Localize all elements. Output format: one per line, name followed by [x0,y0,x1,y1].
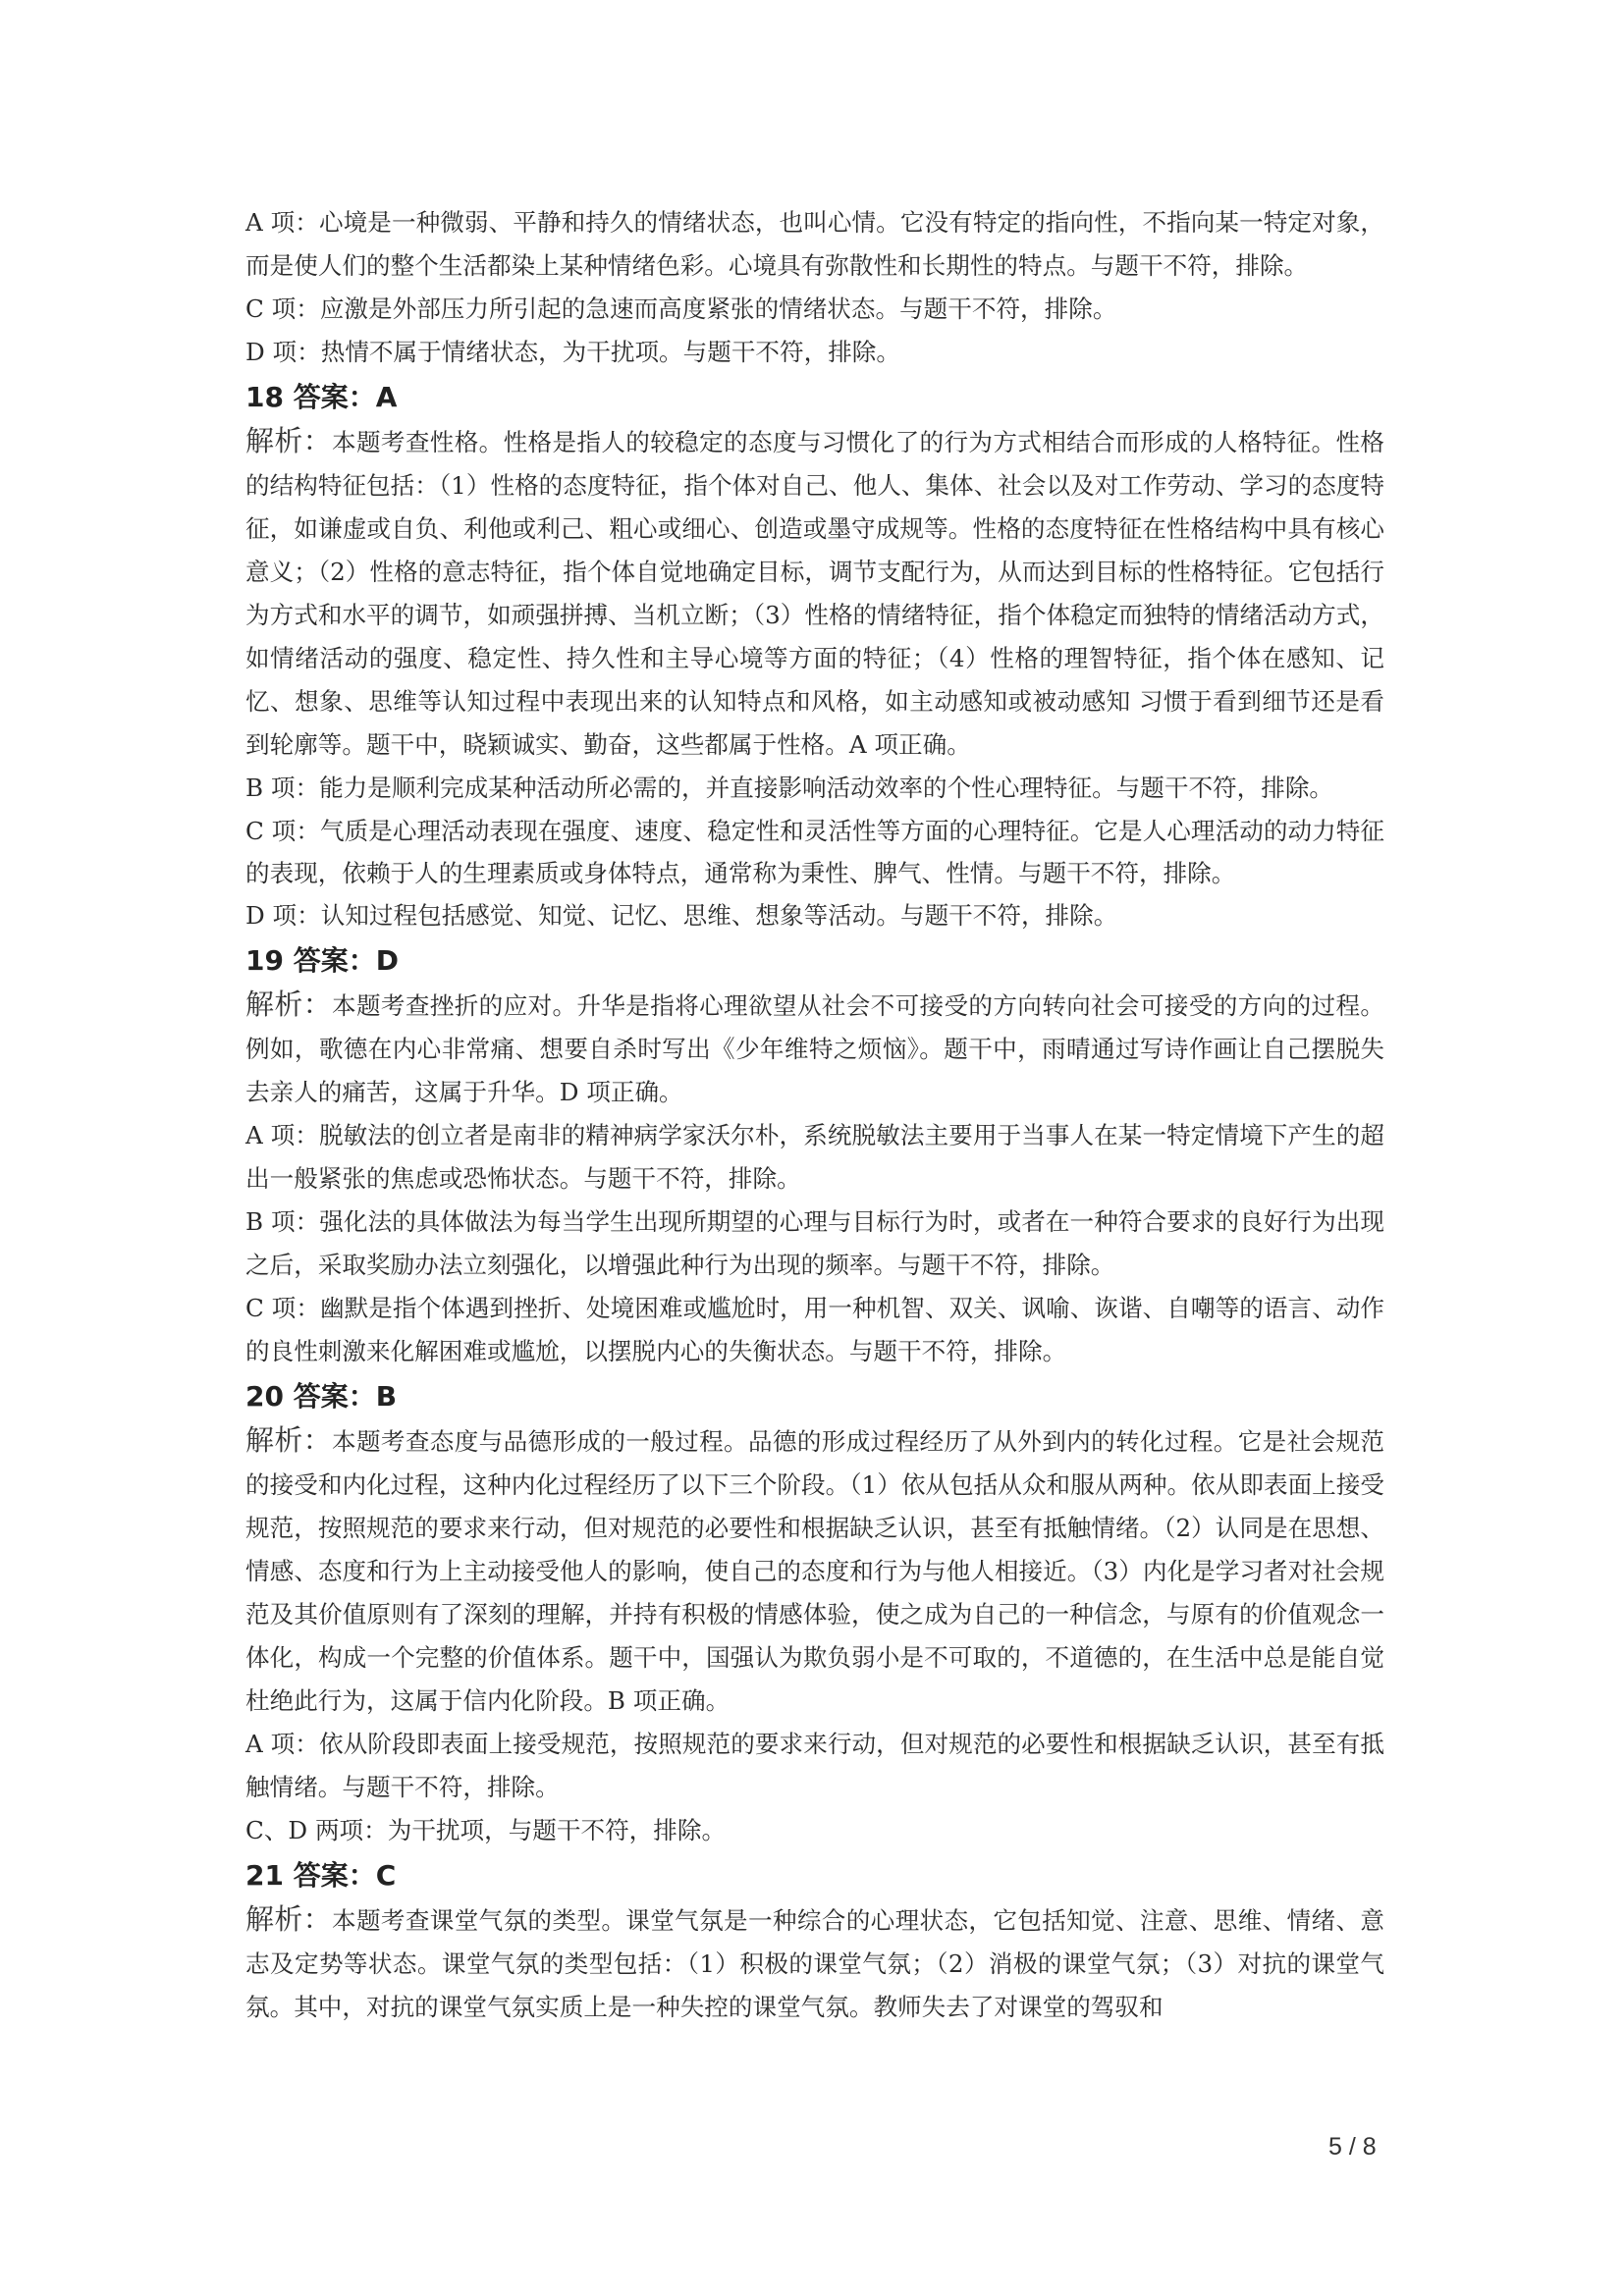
paragraph: C、D 两项：为干扰项，与题干不符，排除。 [245,1816,727,1844]
analysis-label: 解析： [245,424,333,457]
analysis-text: 本题考查课堂气氛的类型。课堂气氛是一种综合的心理状态，它包括知觉、注意、思维、情绪、意志及定势等状态。课堂气氛的类型包括：（1）积极的课堂气氛；（2）消极的课堂气氛；（3）对抗的课堂气氛。其中，对抗的课堂气氛实质上是一种失控的课堂气氛。教师失去了对课堂的驾驭和 [245,1906,1384,2021]
document-page [245,201,1384,2029]
answer-heading: 19 答案：D [245,944,399,977]
analysis-text: 本题考查态度与品德形成的一般过程。品德的形成过程经历了从外到内的转化过程。它是社会规范的接受和内化过程，这种内化过程经历了以下三个阶段。（1）依从包括从众和服从两种。依从即表面上接受规范，按照规范的要求来行动，但对规范的必要性和根据缺乏认识，甚至有抵触情绪。（2）认同是在思想、情感、态度和行为上主动接受他人的影响，使自己的态度和行为与他人相接近。（3）内化是学习者对社会规范及其价值原则有了深刻的理解，并持有积极的情感体验，使之成为自己的一种信念，与原有的价值观念一体化，构成一个完整的价值体系。题干中，国强认为欺负弱小是不可取的，不道德的，在生活中总是能自觉杜绝此行为，这属于信内化阶段。B 项正确。 [245,1427,1384,1715]
paragraph: C 项：应激是外部压力所引起的急速而高度紧张的情绪状态。与题干不符，排除。 [245,294,1117,323]
paragraph: A 项：脱敏法的创立者是南非的精神病学家沃尔朴，系统脱敏法主要用于当事人在某一特定情境下产生的超出一般紧张的焦虑或恐怖状态。与题干不符，排除。 [245,1121,1384,1193]
analysis-label: 解析： [245,1423,333,1457]
page-number: 5 / 8 [1328,2133,1377,2161]
answer-heading: 18 答案：A [245,381,398,413]
analysis-paragraph [245,983,1384,1114]
analysis-paragraph [245,1418,1384,1723]
analysis-text: 本题考查性格。性格是指人的较稳定的态度与习惯化了的行为方式相结合而形成的人格特征。性格的结构特征包括：（1）性格的态度特征，指个体对自己、他人、集体、社会以及对工作劳动、学习的态度特征，如谦虚或自负、利他或利己、粗心或细心、创造或墨守成规等。性格的态度特征在性格结构中具有核心意义；（2）性格的意志特征，指个体自觉地确定目标，调节支配行为，从而达到目标的性格特征。它包括行为方式和水平的调节，如顽强拼搏、当机立断；（3）性格的情绪特征，指个体稳定而独特的情绪活动方式，如情绪活动的强度、稳定性、持久性和主导心境等方面的特征；（4）性格的理智特征，指个体在感知、记忆、想象、思维等认知过程中表现出来的认知特点和风格，如主动感知或被动感知 习惯于看到细节还是看到轮廓等。题干中，晓颖诚实、勤奋，这些都属于性格。A 项正确。 [245,428,1384,759]
answer-heading: 21 答案：C [245,1859,397,1892]
analysis-text: 本题考查挫折的应对。升华是指将心理欲望从社会不可接受的方向转向社会可接受的方向的过程。例如，歌德在内心非常痛、想要自杀时写出《少年维特之烦恼》。题干中，雨晴通过写诗作画让自己摆脱失去亲人的痛苦，这属于升华。D 项正确。 [245,991,1384,1106]
paragraph: B 项：强化法的具体做法为每当学生出现所期望的心理与目标行为时，或者在一种符合要求的良好行为出现之后，采取奖励办法立刻强化，以增强此种行为出现的频率。与题干不符，排除。 [245,1207,1384,1279]
paragraph: D 项：认知过程包括感觉、知觉、记忆、思维、想象等活动。与题干不符，排除。 [245,901,1118,930]
answer-heading: 20 答案：B [245,1380,398,1413]
analysis-label: 解析： [245,988,333,1021]
paragraph: A 项：依从阶段即表面上接受规范，按照规范的要求来行动，但对规范的必要性和根据缺乏认识，甚至有抵触情绪。与题干不符，排除。 [245,1730,1384,1801]
analysis-paragraph [245,419,1384,767]
paragraph: C 项：气质是心理活动表现在强度、速度、稳定性和灵活性等方面的心理特征。它是人心理活动的动力特征的表现，依赖于人的生理素质或身体特点，通常称为秉性、脾气、性情。与题干不符，排除。 [245,817,1384,887]
paragraph: B 项：能力是顺利完成某种活动所必需的，并直接影响活动效率的个性心理特征。与题干不符，排除。 [245,774,1334,802]
analysis-label: 解析： [245,1902,333,1936]
paragraph: C 项：幽默是指个体遇到挫折、处境困难或尴尬时，用一种机智、双关、讽喻、诙谐、自嘲等的语言、动作的良性刺激来化解困难或尴尬，以摆脱内心的失衡状态。与题干不符，排除。 [245,1294,1384,1365]
paragraph: A 项：心境是一种微弱、平静和持久的情绪状态，也叫心情。它没有特定的指向性，不指向某一特定对象，而是使人们的整个生活都染上某种情绪色彩。心境具有弥散性和长期性的特点。与题干不符，排除。 [245,208,1384,280]
paragraph: D 项：热情不属于情绪状态，为干扰项。与题干不符，排除。 [245,338,900,366]
analysis-paragraph [245,1897,1384,2029]
